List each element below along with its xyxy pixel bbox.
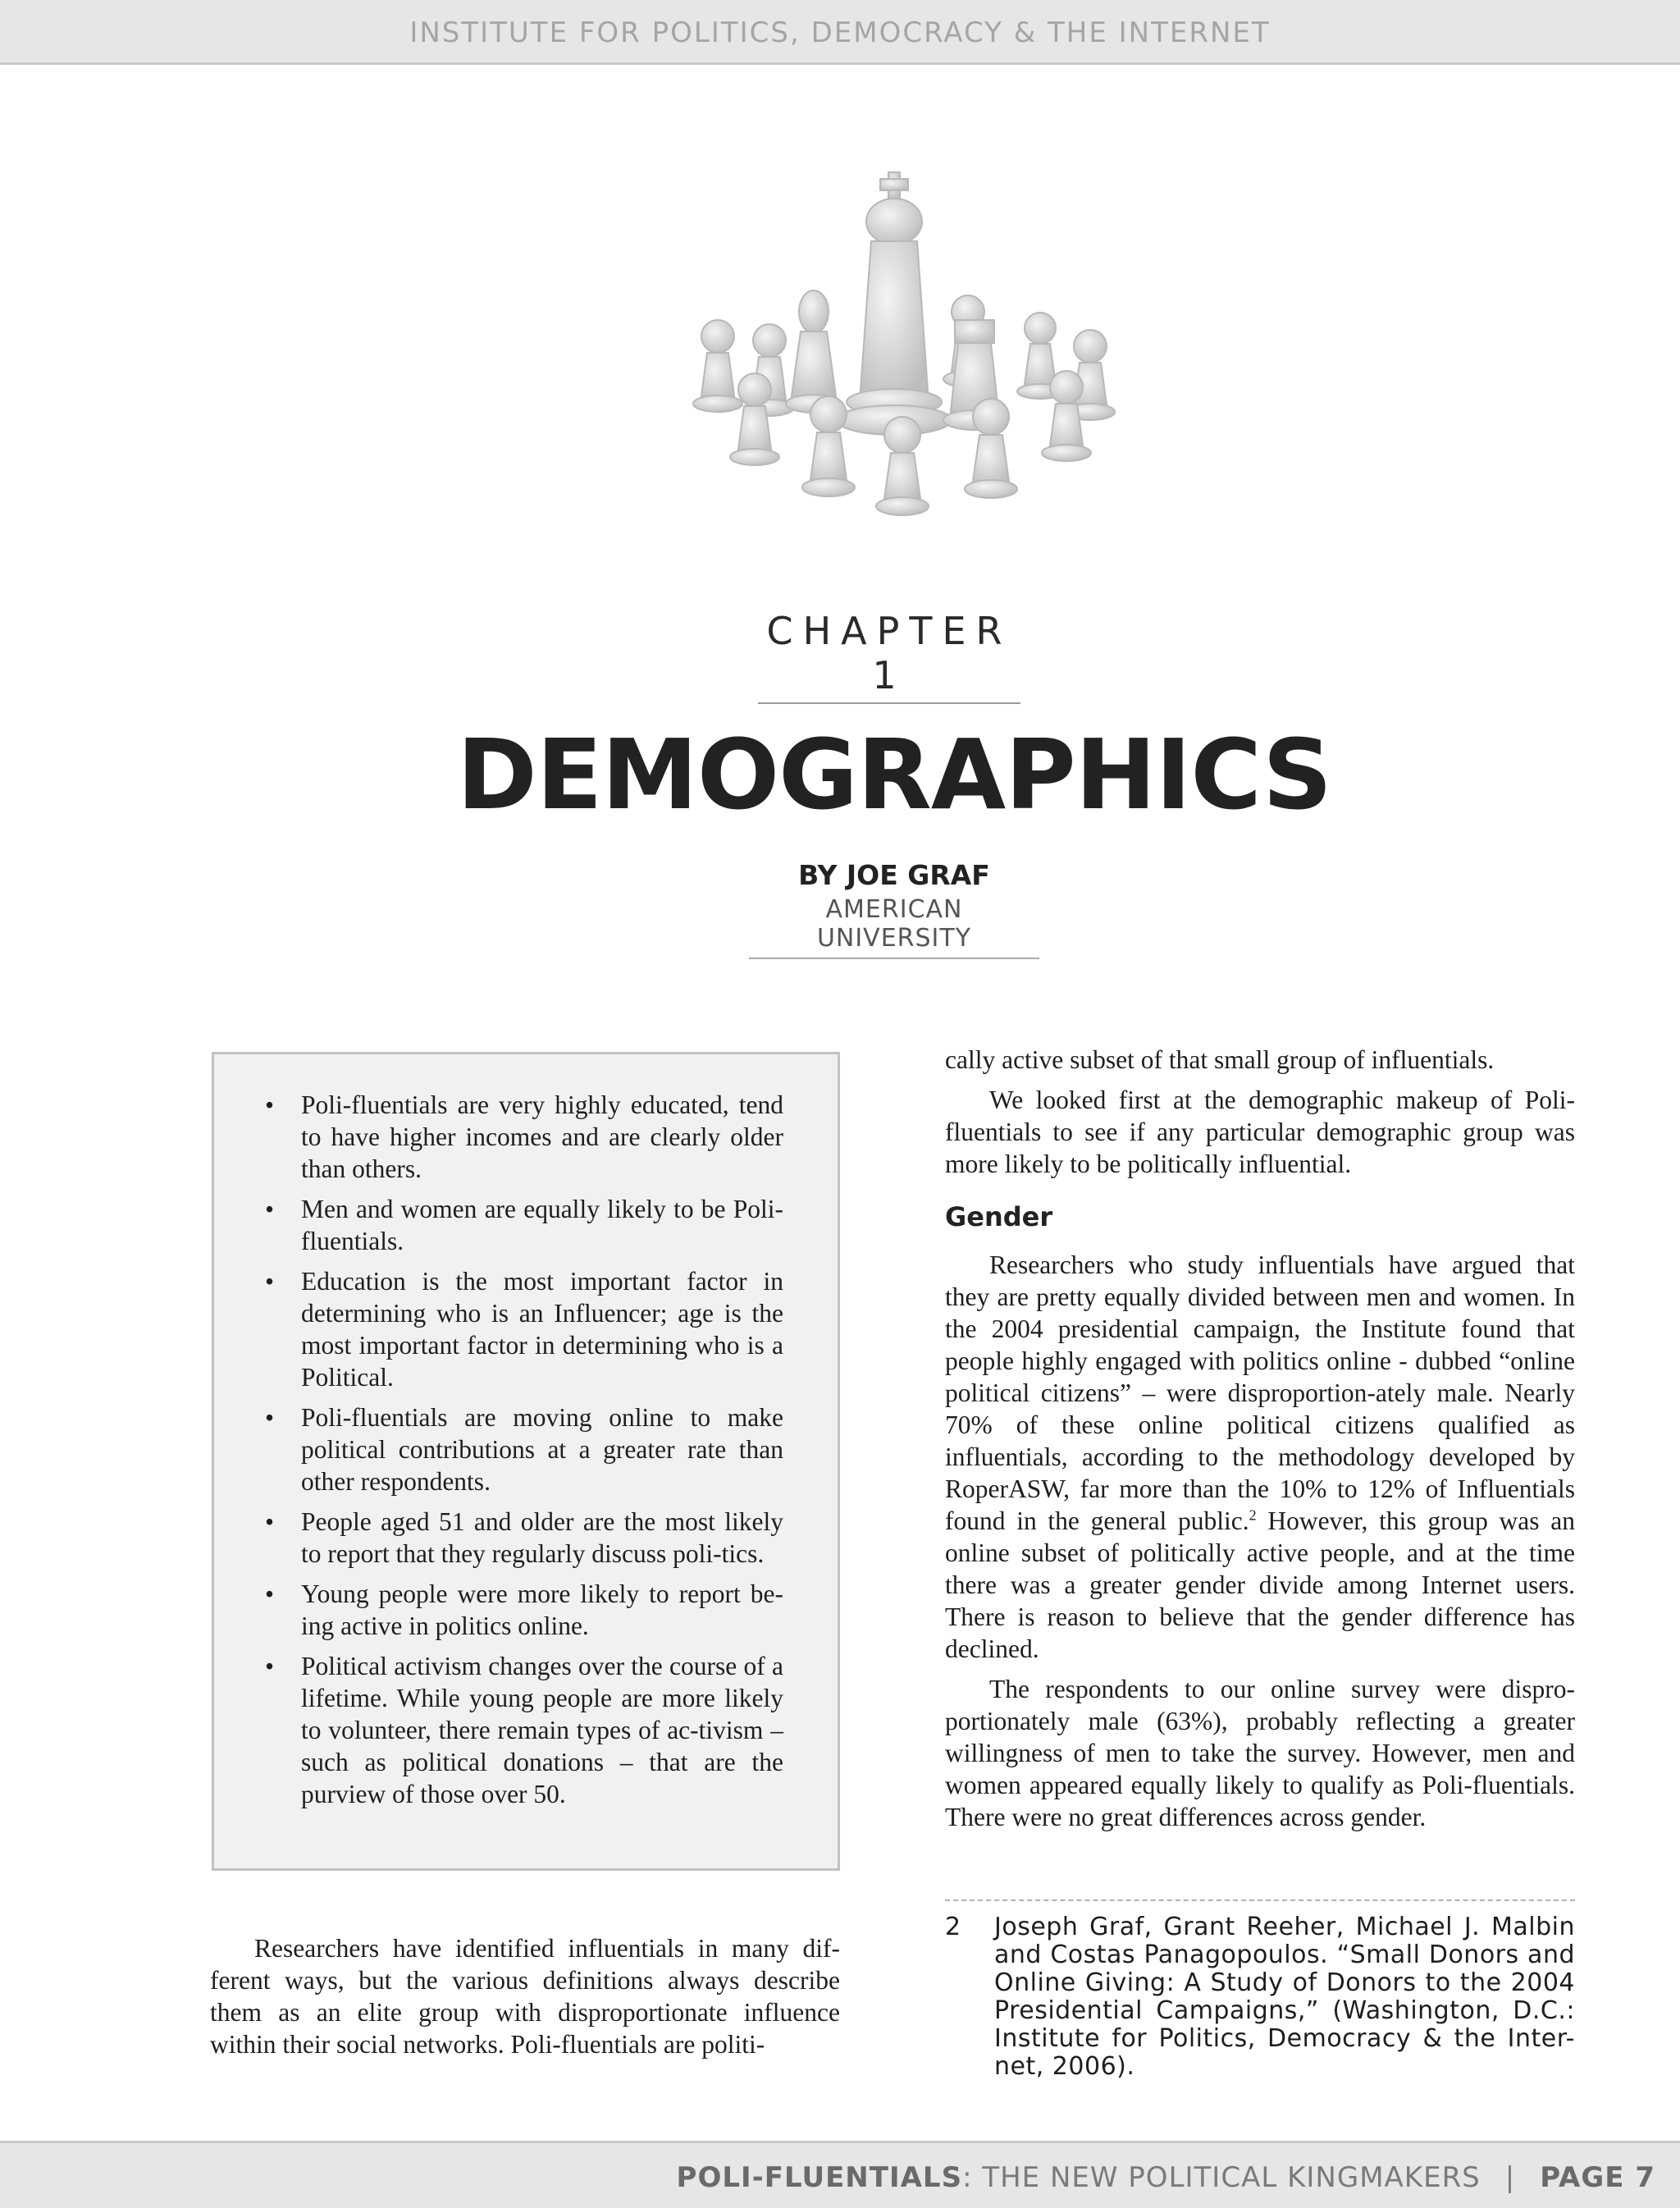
pawn-icon (965, 399, 1017, 498)
pawn-icon (693, 320, 742, 412)
body-paragraph: cally active subset of that small group of influentials. (945, 1045, 1495, 1074)
key-findings-list (214, 1054, 838, 1810)
chapter-label: CHAPTER 1 (758, 609, 1020, 704)
footer-publication-title: POLI-FLUENTIALS (676, 2161, 963, 2194)
king-icon (837, 172, 952, 435)
footnote-divider (945, 1899, 1575, 1901)
page-footer (0, 2141, 1680, 2208)
chapter-title: DEMOGRAPHICS (456, 718, 1332, 831)
section-heading-gender: Gender (945, 1201, 1053, 1232)
footnote-reference[interactable]: 2 (1249, 1506, 1257, 1524)
list-item: • Men and women are equally likely to be Poli-fluentials. (301, 1193, 783, 1257)
pawn-icon (802, 396, 855, 496)
body-column-right (945, 1044, 1575, 1841)
list-item: • Poli-fluentials are moving online to make political contributions at a greater rate than other respondents. (301, 1401, 783, 1497)
list-item: • People aged 51 and older are the most likely to report that they regularly discuss poli-tics. (301, 1506, 783, 1570)
footer-subtitle: : THE NEW POLITICAL KINGMAKERS (962, 2161, 1481, 2194)
list-item: • Political activism changes over the course of a lifetime. While young people are more likely to volunteer, there remain types of ac-tivism – such as political donations – that are the purview of those over 50. (301, 1650, 783, 1810)
body-paragraph (945, 1249, 1575, 1665)
page-header (0, 0, 1680, 65)
footer-text (677, 2161, 1655, 2194)
footnote-text: Joseph Graf, Grant Reeher, Michael J. Malbin and Costas Panagopoulos. “Small Donors and Online Giving: A Study of Donors to the 2004 Presidential Campaigns,” (Washington, D.C.: Institute for Politics, Democracy & the Inter-net, 2006). (994, 1913, 1575, 2081)
author-affiliation: AMERICAN UNIVERSITY (749, 895, 1039, 959)
pawn-icon (876, 417, 929, 515)
footnote-number: 2 (945, 1913, 961, 1941)
body-paragraph-left: Researchers have identified influentials in many dif-ferent ways, but the various definitions always describe them as an elite group with disproportionate influence within their social networks. Poli-fluentials are politi- (210, 1934, 840, 2059)
key-findings-box (212, 1052, 840, 1871)
bishop-icon (786, 290, 842, 413)
author-byline: BY JOE GRAF (798, 859, 990, 891)
footer-separator: | (1504, 2161, 1516, 2194)
paragraph-text: Researchers who study influentials have argued that they are pretty equally divided between men and women. In the 2004 presidential campaign, the Institute found that people highly engaged with politics online - dubbed “online political citizens” – were disproportion-ately male. Nearly 70% of these online political citizens qualified as influentials, according to the methodology developed by RoperASW, far more than the 10% to 12% of Influentials found in the general public. (945, 1250, 1575, 1535)
footnote (945, 1913, 1575, 2081)
list-item: • Poli-fluentials are very highly educated, tend to have higher incomes and are clearly older than others. (301, 1089, 783, 1185)
header-title: INSTITUTE FOR POLITICS, DEMOCRACY & THE INTERNET (409, 16, 1271, 49)
body-paragraph: We looked first at the demographic makeup of Poli-fluentials to see if any particular demographic group was more likely to be politically influential. (945, 1086, 1575, 1178)
paragraph-text: However, this group was an online subset of politically active people, and at the time there was a greater gender divide among Internet users. There is reason to believe that the gender difference has declined. (945, 1506, 1575, 1663)
page-number: PAGE 7 (1540, 2161, 1655, 2194)
list-item: • Young people were more likely to report be-ing active in politics online. (301, 1578, 783, 1642)
list-item: • Education is the most important factor in determining who is an Influencer; age is the most important factor in determining who is a Political. (301, 1265, 783, 1393)
body-paragraph: The respondents to our online survey were dispro-portionately male (63%), probably reflecting a greater willingness of men to take the survey. However, men and women appeared equally likely to qualify as Poli-fluentials. There were no great differences across gender. (945, 1675, 1575, 1831)
chess-pieces-illustration (656, 156, 1132, 533)
